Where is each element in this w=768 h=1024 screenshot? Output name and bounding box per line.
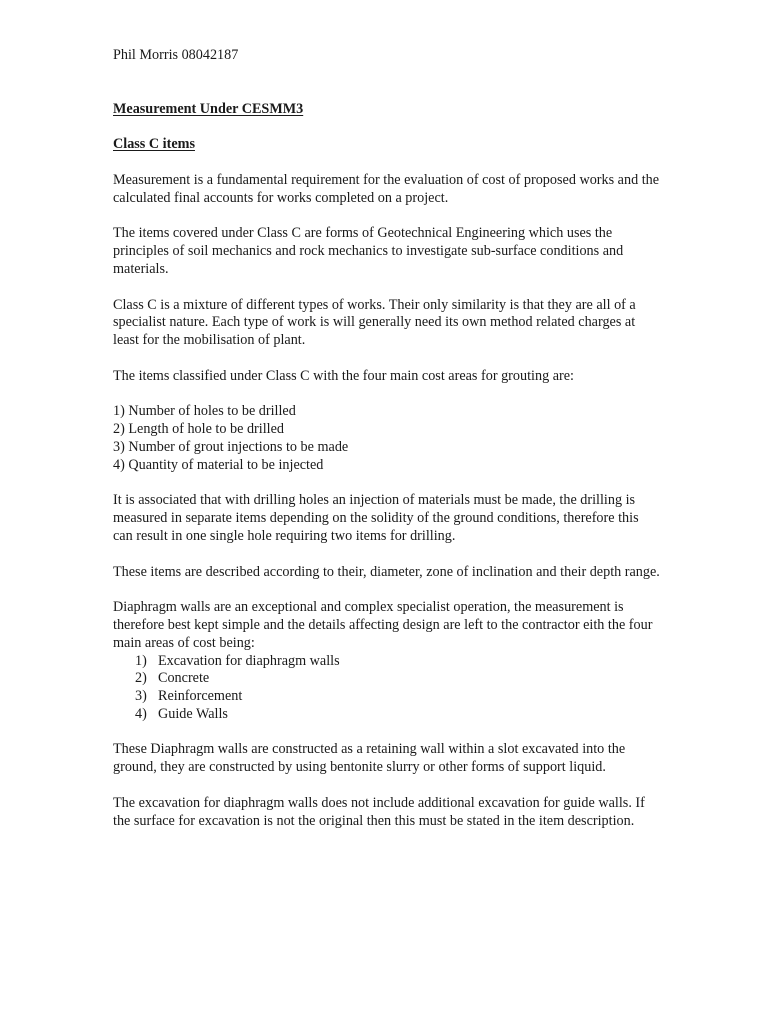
- document-title: [113, 101, 661, 119]
- paragraph-excavation: The excavation for diaphragm walls does not include additional excavation for guide walls. If the surface for excavation is not the original then this must be stated in the item description.: [113, 794, 645, 829]
- section-heading: [113, 136, 661, 154]
- list-text: Excavation for diaphragm walls: [158, 652, 340, 669]
- paragraph-drilling: It is associated that with drilling holes an injection of materials must be made, the drilling is measured in separate items depending on the solidity of the ground conditions, therefore this can result in one single hole requiring two items for drilling.: [113, 492, 639, 544]
- list-item: 4) Quantity of material to be injected: [113, 456, 324, 473]
- list-number: 3): [135, 688, 147, 705]
- document-body: [113, 47, 661, 848]
- paragraph-class-c-mixture: Class C is a mixture of different types of works. Their only similarity is that they are all of a specialist nature. Each type of work is will generally need its own method related charges at least for the mobilisation of plant.: [113, 296, 636, 349]
- paragraph-diaphragm-construction: These Diaphragm walls are constructed as a retaining wall within a slot excavated into the ground, they are constructed by using bentonite slurry or other forms of support liquid.: [113, 741, 626, 776]
- paragraph-measurement: Measurement is a fundamental requirement for the evaluation of cost of proposed works and the calculated final accounts for works completed on a project.: [113, 171, 660, 206]
- author-line: Phil Morris 08042187: [113, 47, 239, 63]
- list-item: [113, 706, 661, 724]
- list-item: [113, 653, 661, 671]
- list-item: [113, 670, 661, 688]
- list-text: Guide Walls: [158, 705, 228, 722]
- list-item: [113, 688, 661, 706]
- section-heading-text: Class C items: [113, 136, 195, 153]
- list-number: 1): [135, 652, 147, 669]
- list-item: 3) Number of grout injections to be made: [113, 438, 349, 455]
- paragraph-diaphragm-intro: Diaphragm walls are an exceptional and complex specialist operation, the measurement is therefore best kept simple and the details affecting design are left to the contractor eith the four main areas of cost being:: [113, 599, 653, 651]
- paragraph-item-description: These items are described according to their, diameter, zone of inclination and their depth range.: [113, 563, 660, 580]
- document-title-text: Measurement Under CESMM3: [113, 100, 304, 117]
- list-item: 1) Number of holes to be drilled: [113, 403, 296, 420]
- paragraph-grouting-intro: The items classified under Class C with the four main cost areas for grouting are:: [113, 367, 574, 384]
- list-text: Reinforcement: [158, 688, 243, 705]
- diaphragm-cost-list: [113, 653, 661, 724]
- list-text: Concrete: [158, 670, 210, 687]
- list-item: 2) Length of hole to be drilled: [113, 421, 284, 438]
- paragraph-class-c-scope: The items covered under Class C are forms of Geotechnical Engineering which uses the principles of soil mechanics and rock mechanics to investigate sub-surface conditions and materials.: [113, 225, 624, 277]
- list-number: 2): [135, 670, 147, 687]
- list-number: 4): [135, 705, 147, 722]
- grouting-cost-list: [113, 403, 661, 474]
